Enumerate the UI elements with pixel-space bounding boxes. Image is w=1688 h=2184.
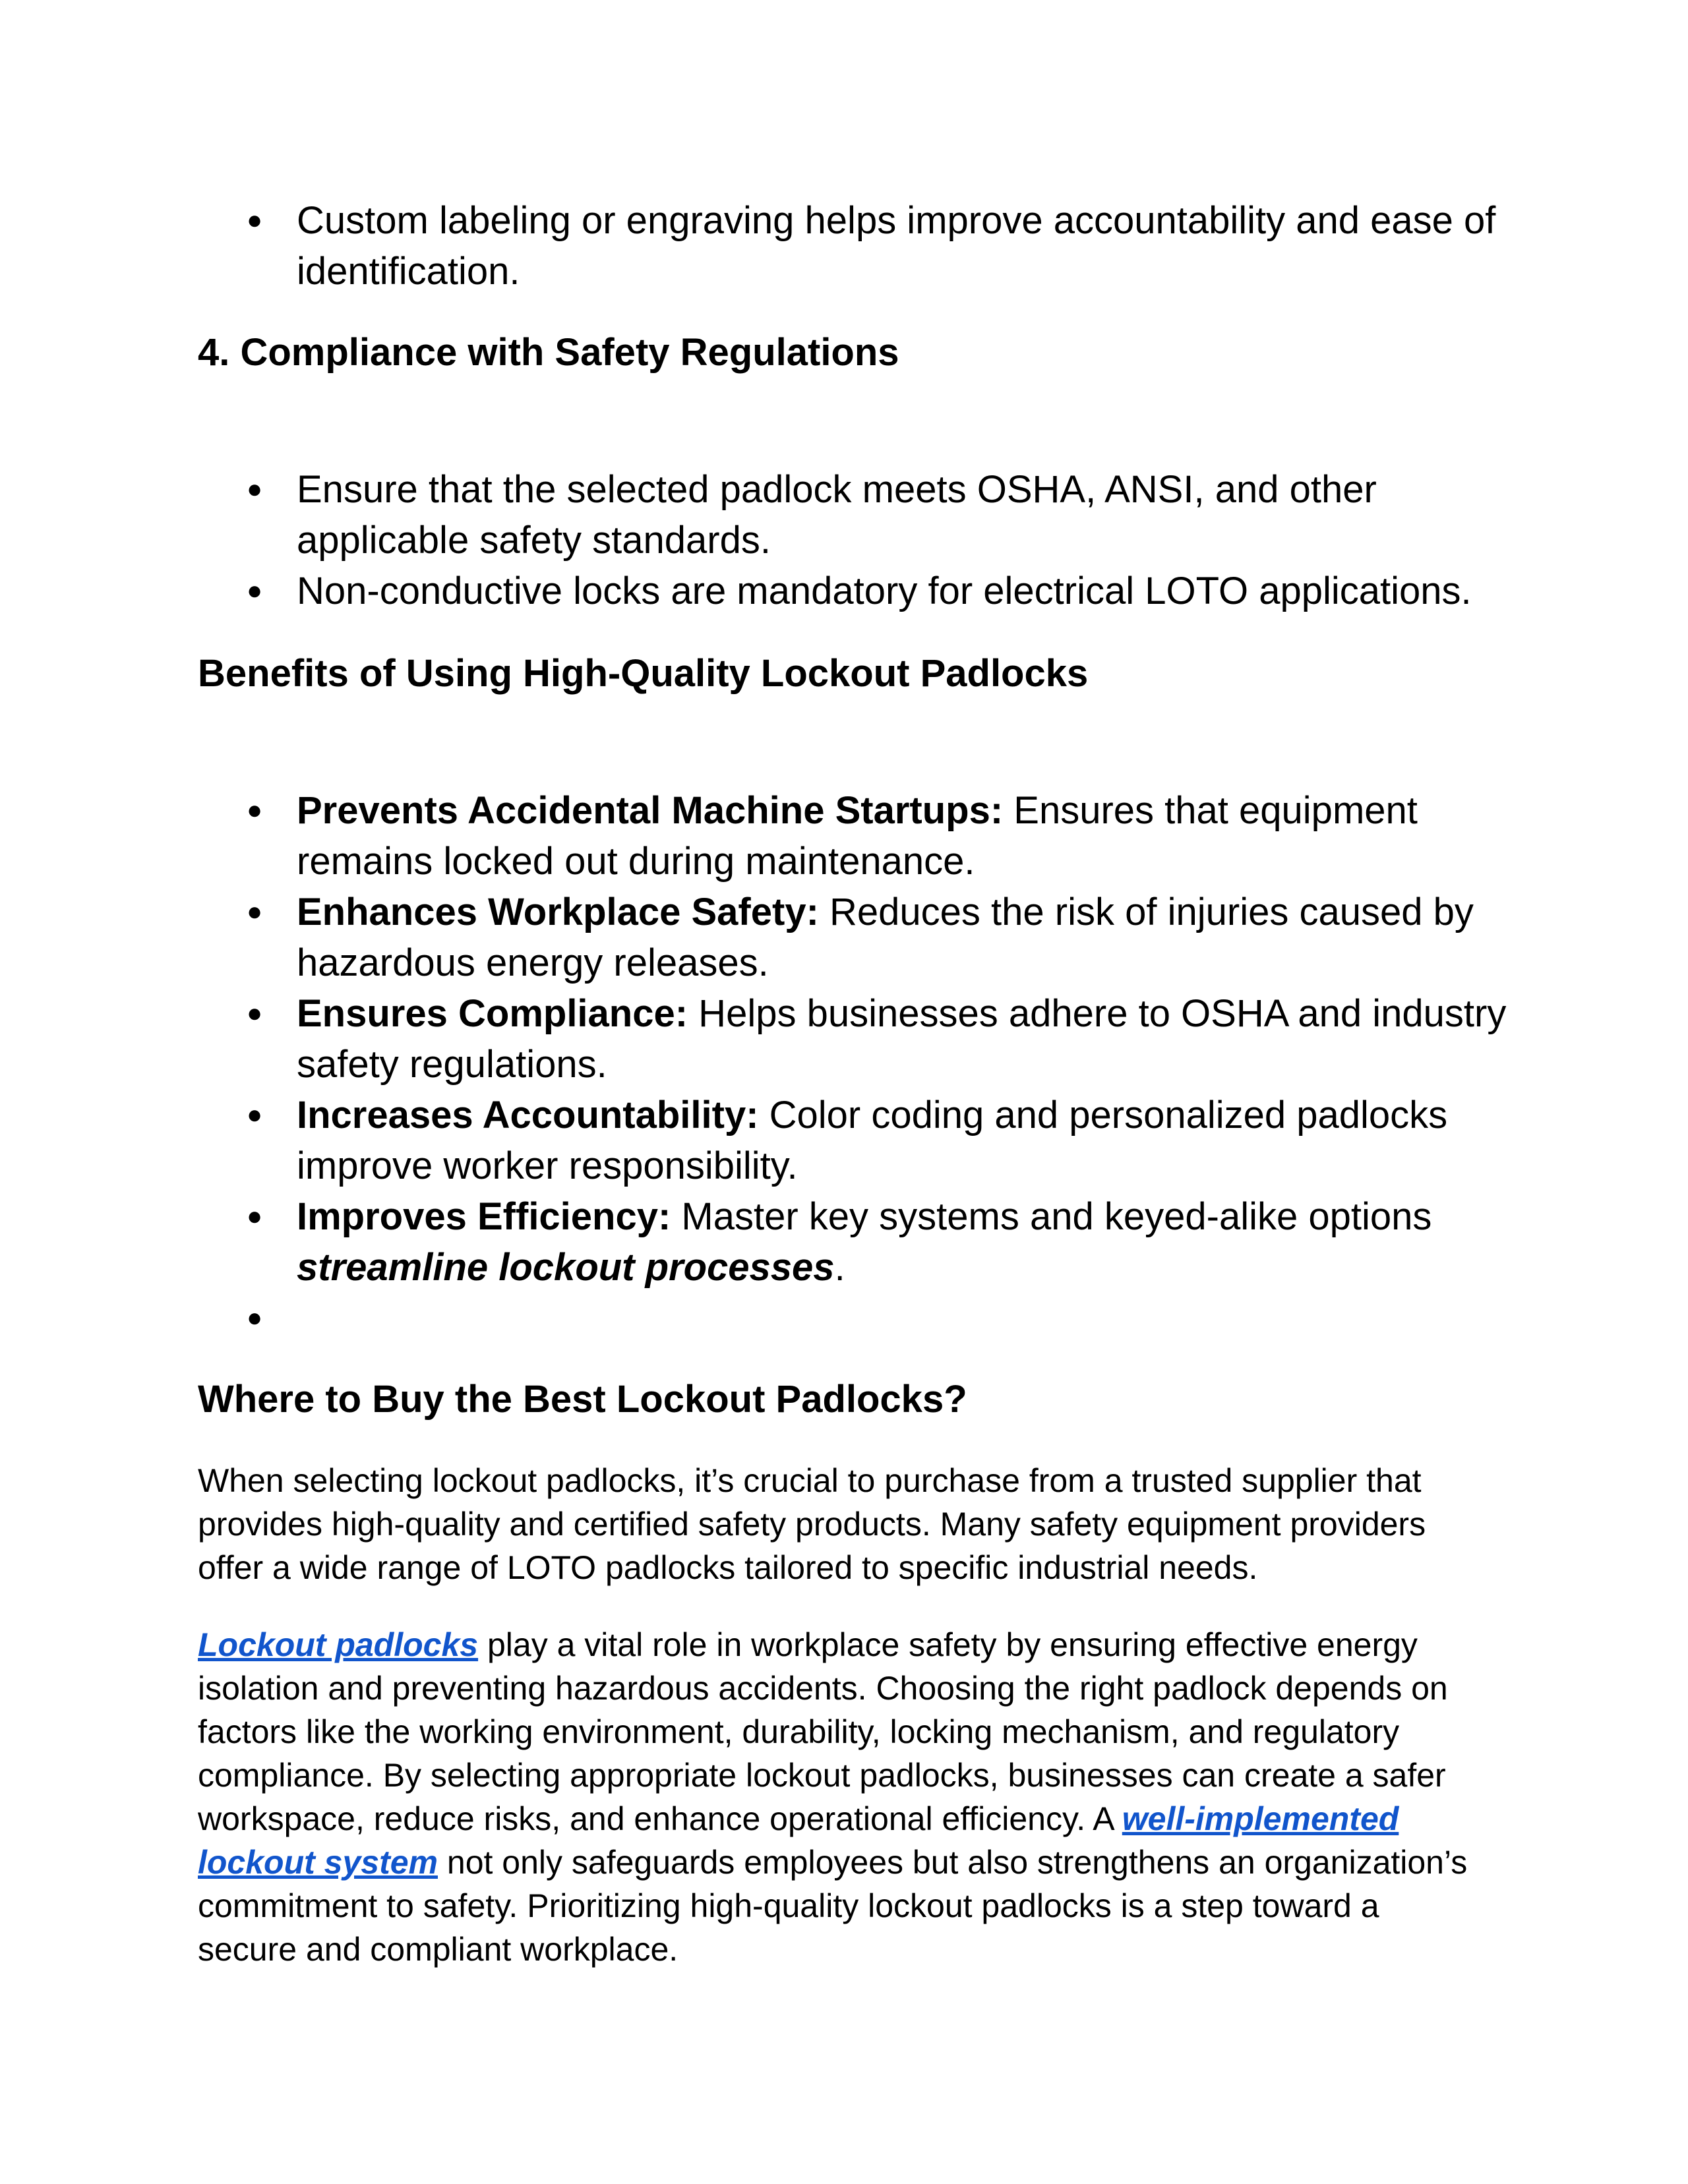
- list-item-text: Custom labeling or engraving helps improve accountability and ease of identification.: [297, 199, 1496, 293]
- list-item-emphasis: streamline lockout processes: [297, 1246, 835, 1289]
- bullet-icon: ●: [247, 1303, 263, 1332]
- section-heading-compliance: 4. Compliance with Safety Regulations: [198, 331, 899, 374]
- list-item-empty: [0, 1293, 1510, 1343]
- bullet-list-top: [0, 195, 1510, 297]
- list-item-lead: Improves Efficiency:: [297, 1195, 671, 1238]
- list-item-lead: Prevents Accidental Machine Startups:: [297, 789, 1004, 832]
- paragraph-text: not only safeguards employees but also strengthens an organization’s commitment to safety. Prioritizing high-quality lockout padlocks is a step toward a secure and compliant workplace.: [198, 1844, 1468, 1968]
- list-item: [0, 464, 1510, 566]
- list-item: [0, 195, 1510, 297]
- list-item-text: Ensures that equipment remains locked out during maintenance.: [297, 789, 1418, 883]
- bullet-icon: ●: [247, 1202, 263, 1231]
- section-heading-where-to-buy: Where to Buy the Best Lockout Padlocks?: [198, 1378, 967, 1421]
- list-item: [0, 887, 1510, 988]
- lockout-system-link[interactable]: well-implemented lockout system: [198, 1800, 1399, 1881]
- list-item: [0, 988, 1510, 1090]
- list-item-lead: Enhances Workplace Safety:: [297, 891, 819, 933]
- list-item-text: Helps businesses adhere to OSHA and industry safety regulations.: [297, 992, 1507, 1086]
- bullet-icon: ●: [247, 999, 263, 1028]
- paragraph-text: play a vital role in workplace safety by ensuring effective energy isolation and preventing hazardous accidents. Choosing the right padlock depends on factors like the working environment, durability, locking mechanism, and regulatory compliance. By selecting appropriate lockout padlocks, businesses can create a safer workspace, reduce risks, and enhance operational efficiency. A: [198, 1626, 1448, 1837]
- paragraph-conclusion: [198, 1623, 1477, 1971]
- list-item-tail: .: [834, 1246, 845, 1289]
- list-item-text: Non-conductive locks are mandatory for electrical LOTO applications.: [297, 570, 1472, 612]
- list-item-text: Master key systems and keyed-alike options: [671, 1195, 1432, 1238]
- bullet-icon: ●: [247, 796, 263, 825]
- lockout-padlocks-link[interactable]: Lockout padlocks: [198, 1626, 479, 1663]
- list-item-text: Reduces the risk of injuries caused by hazardous energy releases.: [297, 891, 1474, 984]
- list-item-text: Color coding and personalized padlocks improve worker responsibility.: [297, 1094, 1448, 1187]
- bullet-list-compliance: [0, 464, 1510, 616]
- bullet-list-benefits: [0, 785, 1510, 1343]
- list-item: [0, 1191, 1510, 1293]
- list-item: [0, 1090, 1510, 1191]
- list-item: [0, 566, 1510, 616]
- section-heading-benefits: Benefits of Using High-Quality Lockout Padlocks: [198, 652, 1089, 695]
- bullet-icon: ●: [247, 897, 263, 926]
- list-item-text: Ensure that the selected padlock meets OSHA, ANSI, and other applicable safety standards.: [297, 468, 1377, 562]
- paragraph-supplier: When selecting lockout padlocks, it’s crucial to purchase from a trusted supplier that provides high-quality and certified safety products. Many safety equipment providers offer a wide range of LOTO padlocks tailored to specific industrial needs.: [198, 1462, 1426, 1586]
- bullet-icon: ●: [247, 1100, 263, 1129]
- list-item-lead: Ensures Compliance:: [297, 992, 688, 1035]
- bullet-icon: ●: [247, 206, 263, 235]
- bullet-icon: ●: [247, 475, 263, 504]
- list-item-lead: Increases Accountability:: [297, 1094, 759, 1136]
- list-item: [0, 785, 1510, 887]
- bullet-icon: ●: [247, 576, 263, 605]
